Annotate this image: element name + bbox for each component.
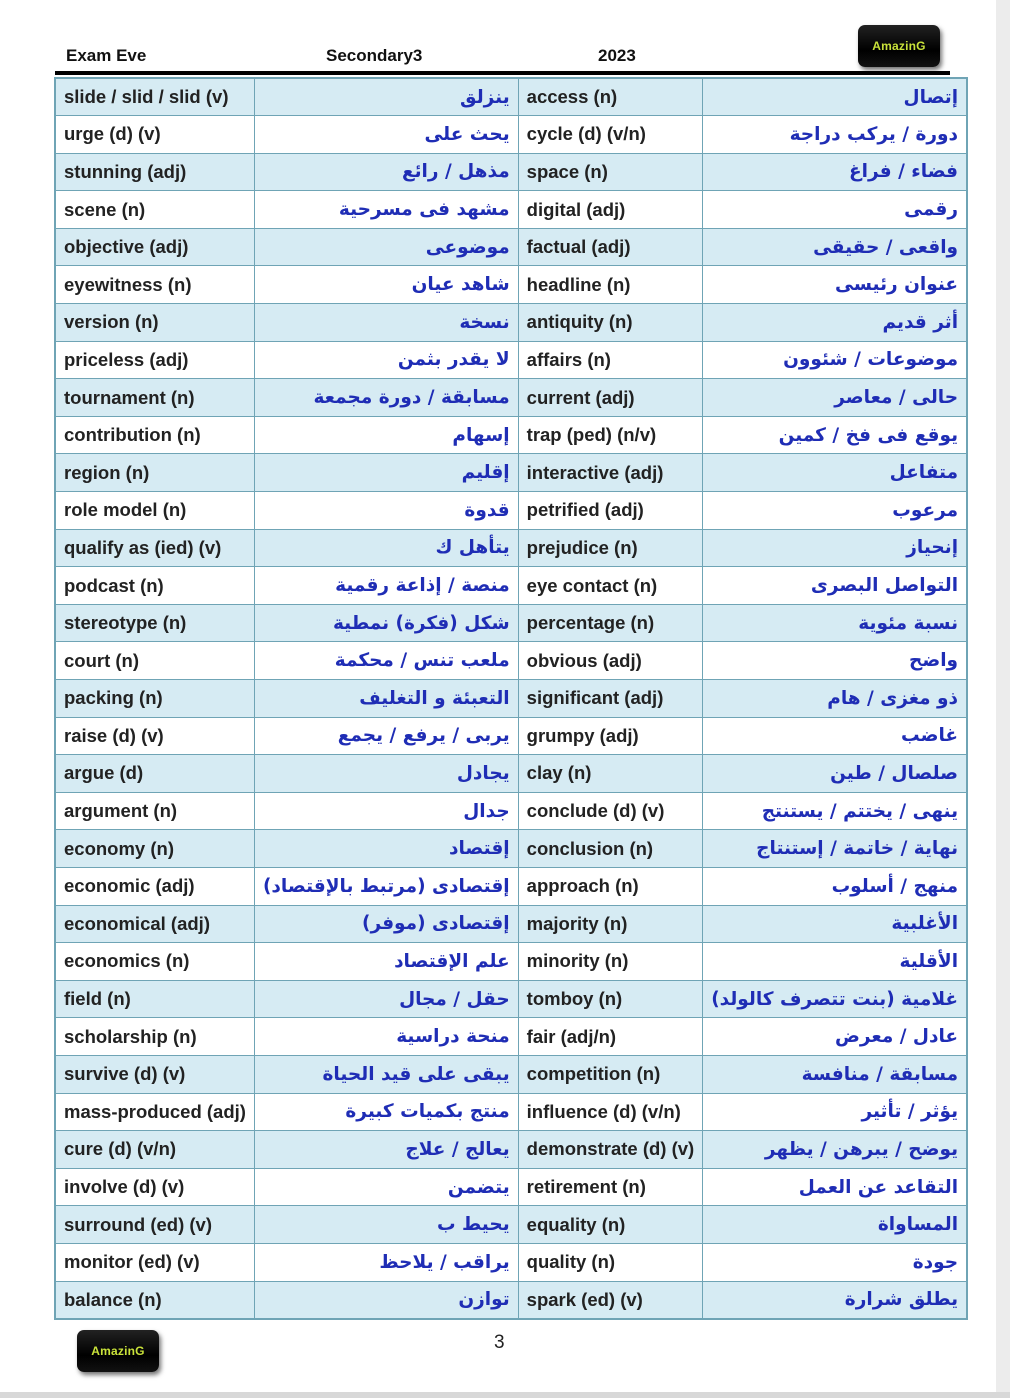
table-row (55, 341, 967, 379)
table-row (55, 454, 967, 492)
arabic-meaning-cell: يجادل (254, 755, 518, 793)
english-word-cell: qualify as (ied) (v) (55, 529, 254, 567)
table-row (55, 1131, 967, 1169)
arabic-meaning-cell: نهاية / خاتمة / إستنتاج (703, 830, 967, 868)
english-word-cell: conclusion (n) (518, 830, 703, 868)
english-word-cell: tomboy (n) (518, 980, 703, 1018)
arabic-meaning-cell: مذهل / رائع (254, 153, 518, 191)
arabic-meaning-cell: يحيط ب (254, 1206, 518, 1244)
english-word-cell: minority (n) (518, 943, 703, 981)
arabic-meaning-cell: منحة دراسية (254, 1018, 518, 1056)
header-grade-label: Secondary3 (326, 46, 423, 65)
english-word-cell: monitor (ed) (v) (55, 1243, 254, 1281)
arabic-meaning-cell: صلصال / طين (703, 755, 967, 793)
table-row (55, 755, 967, 793)
table-row (55, 604, 967, 642)
arabic-meaning-cell: واضح (703, 642, 967, 680)
viewer-right-gutter (996, 0, 1010, 1398)
arabic-meaning-cell: مشهد فى مسرحية (254, 191, 518, 229)
english-word-cell: demonstrate (d) (v) (518, 1131, 703, 1169)
english-word-cell: mass-produced (adj) (55, 1093, 254, 1131)
english-word-cell: priceless (adj) (55, 341, 254, 379)
english-word-cell: spark (ed) (v) (518, 1281, 703, 1319)
english-word-cell: stereotype (n) (55, 604, 254, 642)
page-number: 3 (494, 1332, 505, 1353)
english-word-cell: competition (n) (518, 1055, 703, 1093)
english-word-cell: access (n) (518, 78, 703, 116)
english-word-cell: balance (n) (55, 1281, 254, 1319)
table-row (55, 980, 967, 1018)
english-word-cell: conclude (d) (v) (518, 792, 703, 830)
english-word-cell: current (adj) (518, 379, 703, 417)
page-header (55, 40, 950, 72)
vocabulary-table (54, 77, 968, 1320)
arabic-meaning-cell: ذو مغزى / هام (703, 680, 967, 718)
english-word-cell: economics (n) (55, 943, 254, 981)
english-word-cell: trap (ped) (n/v) (518, 416, 703, 454)
english-word-cell: argue (d) (55, 755, 254, 793)
arabic-meaning-cell: مرعوب (703, 492, 967, 530)
english-word-cell: objective (adj) (55, 228, 254, 266)
english-word-cell: eye contact (n) (518, 567, 703, 605)
english-word-cell: space (n) (518, 153, 703, 191)
table-row (55, 529, 967, 567)
arabic-meaning-cell: غلامية (بنت تتصرف كالولد) (703, 980, 967, 1018)
arabic-meaning-cell: فضاء / فراغ (703, 153, 967, 191)
arabic-meaning-cell: التقاعد عن العمل (703, 1168, 967, 1206)
arabic-meaning-cell: يبقى على قيد الحياة (254, 1055, 518, 1093)
table-row (55, 1206, 967, 1244)
arabic-meaning-cell: التواصل البصرى (703, 567, 967, 605)
table-row (55, 1055, 967, 1093)
english-word-cell: argument (n) (55, 792, 254, 830)
english-word-cell: scholarship (n) (55, 1018, 254, 1056)
table-row (55, 792, 967, 830)
arabic-meaning-cell: علم الإقتصاد (254, 943, 518, 981)
arabic-meaning-cell: منصة / إذاعة رقمية (254, 567, 518, 605)
english-word-cell: clay (n) (518, 755, 703, 793)
arabic-meaning-cell: رقمى (703, 191, 967, 229)
english-word-cell: survive (d) (v) (55, 1055, 254, 1093)
arabic-meaning-cell: موضوعات / شئوون (703, 341, 967, 379)
english-word-cell: field (n) (55, 980, 254, 1018)
english-word-cell: court (n) (55, 642, 254, 680)
table-row (55, 680, 967, 718)
arabic-meaning-cell: جودة (703, 1243, 967, 1281)
english-word-cell: petrified (adj) (518, 492, 703, 530)
english-word-cell: retirement (n) (518, 1168, 703, 1206)
english-word-cell: approach (n) (518, 867, 703, 905)
arabic-meaning-cell: دورة / يركب دراجة (703, 116, 967, 154)
table-row (55, 116, 967, 154)
vocabulary-table-body (55, 78, 967, 1319)
arabic-meaning-cell: عادل / معرض (703, 1018, 967, 1056)
english-word-cell: region (n) (55, 454, 254, 492)
table-row (55, 266, 967, 304)
arabic-meaning-cell: يؤثر / تأثير (703, 1093, 967, 1131)
arabic-meaning-cell: متفاعل (703, 454, 967, 492)
english-word-cell: percentage (n) (518, 604, 703, 642)
english-word-cell: majority (n) (518, 905, 703, 943)
english-word-cell: digital (adj) (518, 191, 703, 229)
english-word-cell: involve (d) (v) (55, 1168, 254, 1206)
english-word-cell: interactive (adj) (518, 454, 703, 492)
table-row (55, 78, 967, 116)
arabic-meaning-cell: إقتصادى (موفر) (254, 905, 518, 943)
arabic-meaning-cell: يوضح / يبرهن / يظهر (703, 1131, 967, 1169)
table-row (55, 1018, 967, 1056)
arabic-meaning-cell: يتضمن (254, 1168, 518, 1206)
table-row (55, 492, 967, 530)
english-word-cell: significant (adj) (518, 680, 703, 718)
arabic-meaning-cell: نسبة مئوية (703, 604, 967, 642)
table-row (55, 304, 967, 342)
table-row (55, 642, 967, 680)
arabic-meaning-cell: يحث على (254, 116, 518, 154)
arabic-meaning-cell: إنحياز (703, 529, 967, 567)
english-word-cell: headline (n) (518, 266, 703, 304)
table-row (55, 1243, 967, 1281)
arabic-meaning-cell: الأقلية (703, 943, 967, 981)
arabic-meaning-cell: غاضب (703, 717, 967, 755)
arabic-meaning-cell: لا يقدر بثمن (254, 341, 518, 379)
arabic-meaning-cell: يتأهل ك (254, 529, 518, 567)
table-row (55, 943, 967, 981)
english-word-cell: tournament (n) (55, 379, 254, 417)
arabic-meaning-cell: إقتصاد (254, 830, 518, 868)
english-word-cell: quality (n) (518, 1243, 703, 1281)
arabic-meaning-cell: جدال (254, 792, 518, 830)
arabic-meaning-cell: المساواة (703, 1206, 967, 1244)
arabic-meaning-cell: حقل / مجال (254, 980, 518, 1018)
table-row (55, 1168, 967, 1206)
english-word-cell: obvious (adj) (518, 642, 703, 680)
arabic-meaning-cell: واقعى / حقيقى (703, 228, 967, 266)
table-row (55, 228, 967, 266)
arabic-meaning-cell: التعبئة و التغليف (254, 680, 518, 718)
table-row (55, 830, 967, 868)
english-word-cell: prejudice (n) (518, 529, 703, 567)
arabic-meaning-cell: يراقب / يلاحظ (254, 1243, 518, 1281)
english-word-cell: role model (n) (55, 492, 254, 530)
arabic-meaning-cell: شكل (فكرة) نمطية (254, 604, 518, 642)
arabic-meaning-cell: إتصال (703, 78, 967, 116)
arabic-meaning-cell: موضوعى (254, 228, 518, 266)
english-word-cell: stunning (adj) (55, 153, 254, 191)
arabic-meaning-cell: يربى / يرفع / يجمع (254, 717, 518, 755)
arabic-meaning-cell: يعالج / علاج (254, 1131, 518, 1169)
logo-text: AmazinG (91, 1344, 145, 1358)
table-row (55, 1093, 967, 1131)
viewer-bottom-gutter (0, 1392, 1010, 1398)
english-word-cell: economic (adj) (55, 867, 254, 905)
english-word-cell: contribution (n) (55, 416, 254, 454)
arabic-meaning-cell: ينهى / يختتم / يستنتج (703, 792, 967, 830)
arabic-meaning-cell: الأغلبية (703, 905, 967, 943)
english-word-cell: fair (adj/n) (518, 1018, 703, 1056)
english-word-cell: antiquity (n) (518, 304, 703, 342)
english-word-cell: economical (adj) (55, 905, 254, 943)
arabic-meaning-cell: قدوة (254, 492, 518, 530)
arabic-meaning-cell: ملعب تنس / محكمة (254, 642, 518, 680)
logo-text: AmazinG (872, 39, 926, 53)
arabic-meaning-cell: مسابقة / دورة مجمعة (254, 379, 518, 417)
arabic-meaning-cell: شاهد عيان (254, 266, 518, 304)
english-word-cell: slide / slid / slid (v) (55, 78, 254, 116)
arabic-meaning-cell: إقتصادى (مرتبط بالإقتصاد) (254, 867, 518, 905)
header-divider-thick (55, 71, 950, 75)
arabic-meaning-cell: حالى / معاصر (703, 379, 967, 417)
header-exam-label: Exam Eve (66, 46, 147, 65)
english-word-cell: economy (n) (55, 830, 254, 868)
arabic-meaning-cell: إقليم (254, 454, 518, 492)
english-word-cell: podcast (n) (55, 567, 254, 605)
table-row (55, 905, 967, 943)
arabic-meaning-cell: أثر قديم (703, 304, 967, 342)
english-word-cell: cure (d) (v/n) (55, 1131, 254, 1169)
arabic-meaning-cell: إسهام (254, 416, 518, 454)
english-word-cell: packing (n) (55, 680, 254, 718)
amazing-logo-top (858, 25, 940, 67)
arabic-meaning-cell: منتج بكميات كبيرة (254, 1093, 518, 1131)
table-row (55, 416, 967, 454)
arabic-meaning-cell: يوقع فى فخ / كمين (703, 416, 967, 454)
english-word-cell: cycle (d) (v/n) (518, 116, 703, 154)
english-word-cell: raise (d) (v) (55, 717, 254, 755)
header-year: 2023 (598, 46, 636, 65)
english-word-cell: affairs (n) (518, 341, 703, 379)
table-row (55, 567, 967, 605)
table-row (55, 867, 967, 905)
english-word-cell: factual (adj) (518, 228, 703, 266)
english-word-cell: eyewitness (n) (55, 266, 254, 304)
english-word-cell: grumpy (adj) (518, 717, 703, 755)
arabic-meaning-cell: ينزلق (254, 78, 518, 116)
table-row (55, 153, 967, 191)
amazing-logo-bottom (77, 1330, 159, 1372)
table-row (55, 379, 967, 417)
arabic-meaning-cell: مسابقة / منافسة (703, 1055, 967, 1093)
table-row (55, 717, 967, 755)
arabic-meaning-cell: توازن (254, 1281, 518, 1319)
arabic-meaning-cell: عنوان رئيسى (703, 266, 967, 304)
table-row (55, 1281, 967, 1319)
arabic-meaning-cell: منهج / أسلوب (703, 867, 967, 905)
english-word-cell: surround (ed) (v) (55, 1206, 254, 1244)
arabic-meaning-cell: نسخة (254, 304, 518, 342)
table-row (55, 191, 967, 229)
english-word-cell: scene (n) (55, 191, 254, 229)
english-word-cell: version (n) (55, 304, 254, 342)
arabic-meaning-cell: يطلق شرارة (703, 1281, 967, 1319)
english-word-cell: urge (d) (v) (55, 116, 254, 154)
english-word-cell: influence (d) (v/n) (518, 1093, 703, 1131)
english-word-cell: equality (n) (518, 1206, 703, 1244)
